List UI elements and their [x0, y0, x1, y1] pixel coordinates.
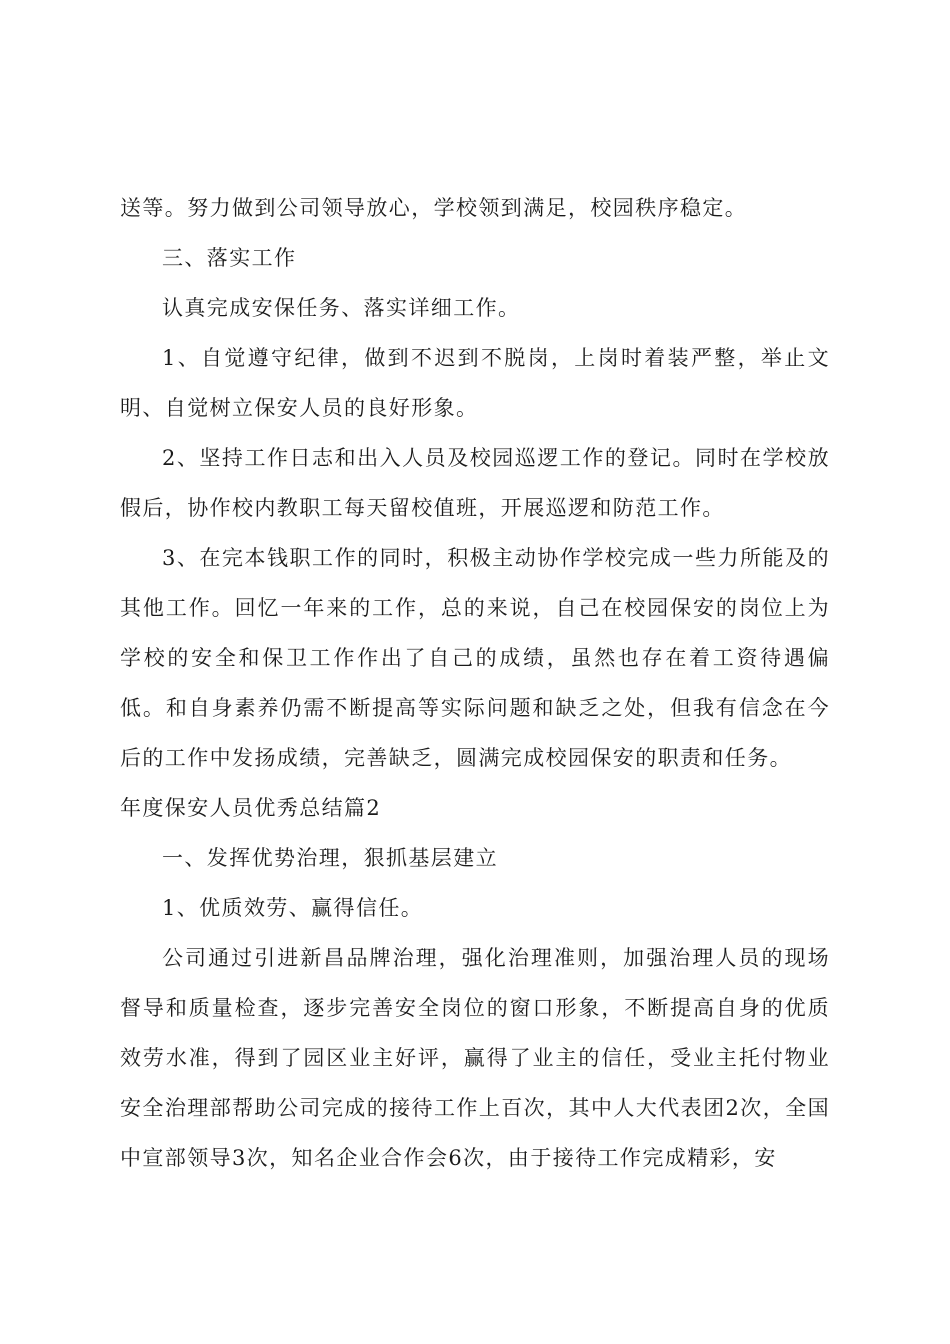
- paragraph-intro: 认真完成安保任务、落实详细工作。: [162, 296, 521, 320]
- paragraph-company-management: 公司通过引进新昌品牌治理，强化治理准则，加强治理人员的现场督导和质量检查，逐步完善安全岗位的窗口形象，不断提高自身的优质效劳水准，得到了园区业主好评，赢得了业主的信任，受业主托付物业安全治理部帮助公司完成的接待工作上百次，其中人大代表团2次，全国中宣部领导3次，知名企业合作会6次，由于接待工作完成精彩，安: [120, 946, 830, 1170]
- subheading-quality-service: 1、优质效劳、赢得信任。: [162, 896, 424, 920]
- section-heading-advantage: 一、发挥优势治理，狠抓基层建立: [162, 846, 498, 870]
- section-heading-implement-work: 三、落实工作: [162, 246, 297, 270]
- paragraph-item-2: 2、坚持工作日志和出入人员及校园巡逻工作的登记。同时在学校放假后，协作校内教职工每天留校值班，开展巡逻和防范工作。: [120, 446, 830, 520]
- paragraph-item-1: 1、自觉遵守纪律，做到不迟到不脱岗，上岗时着装严整，举止文明、自觉树立保安人员的良好形象。: [120, 346, 830, 420]
- paragraph-item-3: 3、在完本钱职工作的同时，积极主动协作学校完成一些力所能及的其他工作。回忆一年来的工作，总的来说，自己在校园保安的岗位上为学校的安全和保卫工作作出了自己的成绩，虽然也存在着工资待遇偏低。和自身素养仍需不断提高等实际问题和缺乏之处，但我有信念在今后的工作中发扬成绩，完善缺乏，圆满完成校园保安的职责和任务。: [120, 546, 830, 770]
- document-body: [120, 183, 830, 1183]
- article-title: 年度保安人员优秀总结篇2: [120, 796, 382, 820]
- paragraph-closing-line: 送等。努力做到公司领导放心，学校领到满足，校园秩序稳定。: [120, 196, 748, 220]
